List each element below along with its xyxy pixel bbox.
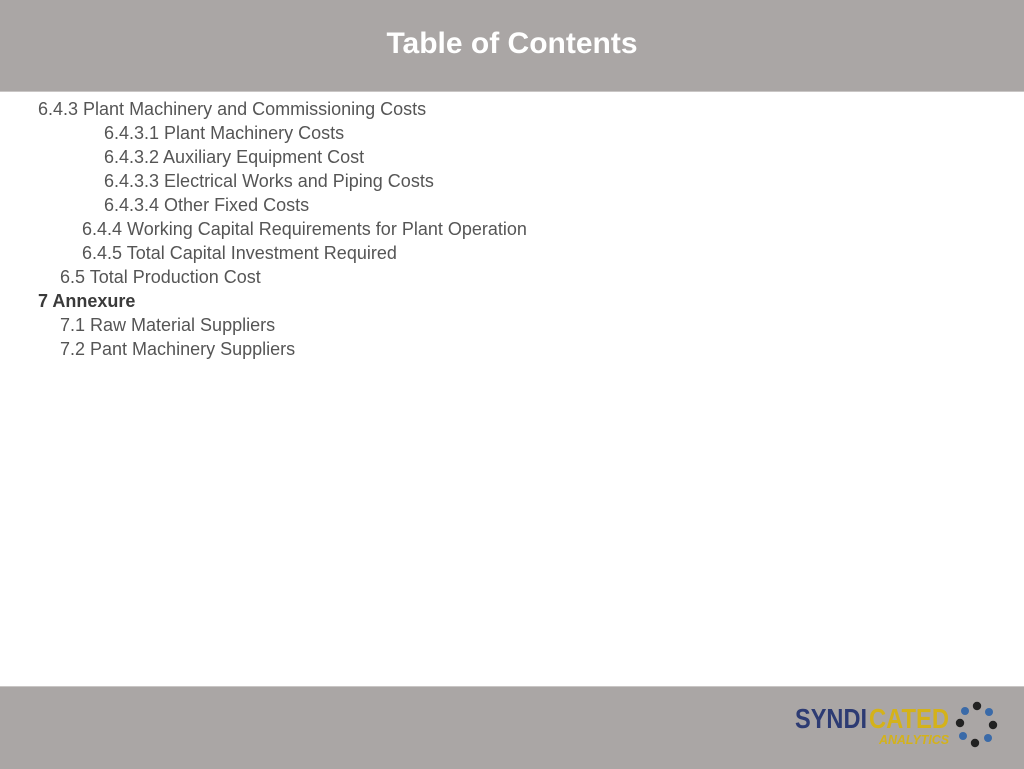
toc-entry: 6.4.3.2 Auxiliary Equipment Cost [104,147,365,167]
logo-word-analytics: ANALYTICS [878,732,950,747]
logo-word-syndi: SYNDI [795,703,867,734]
toc-entry: 6.4.5 Total Capital Investment Required [82,243,397,263]
toc-entry: 6.4.3.4 Other Fixed Costs [104,195,310,215]
toc-section-heading: 7 Annexure [38,291,136,311]
toc-entry: 7.1 Raw Material Suppliers [60,315,276,335]
toc-entry: 7.2 Pant Machinery Suppliers [60,339,296,359]
logo-word-cated: CATED [869,703,949,734]
title-bar [0,0,1024,92]
toc-entry: 6.5 Total Production Cost [60,267,261,287]
toc-entry: 6.4.3 Plant Machinery and Commissioning Costs [38,99,427,119]
toc-entry: 6.4.4 Working Capital Requirements for Plant Operation [82,219,527,239]
logo-dot-ring-icon [956,702,997,747]
syndicated-analytics-logo [793,700,1003,750]
toc-entry: 6.4.3.3 Electrical Works and Piping Costs [104,171,434,191]
page-title: Table of Contents [386,27,638,60]
toc-entry: 6.4.3.1 Plant Machinery Costs [104,123,345,143]
